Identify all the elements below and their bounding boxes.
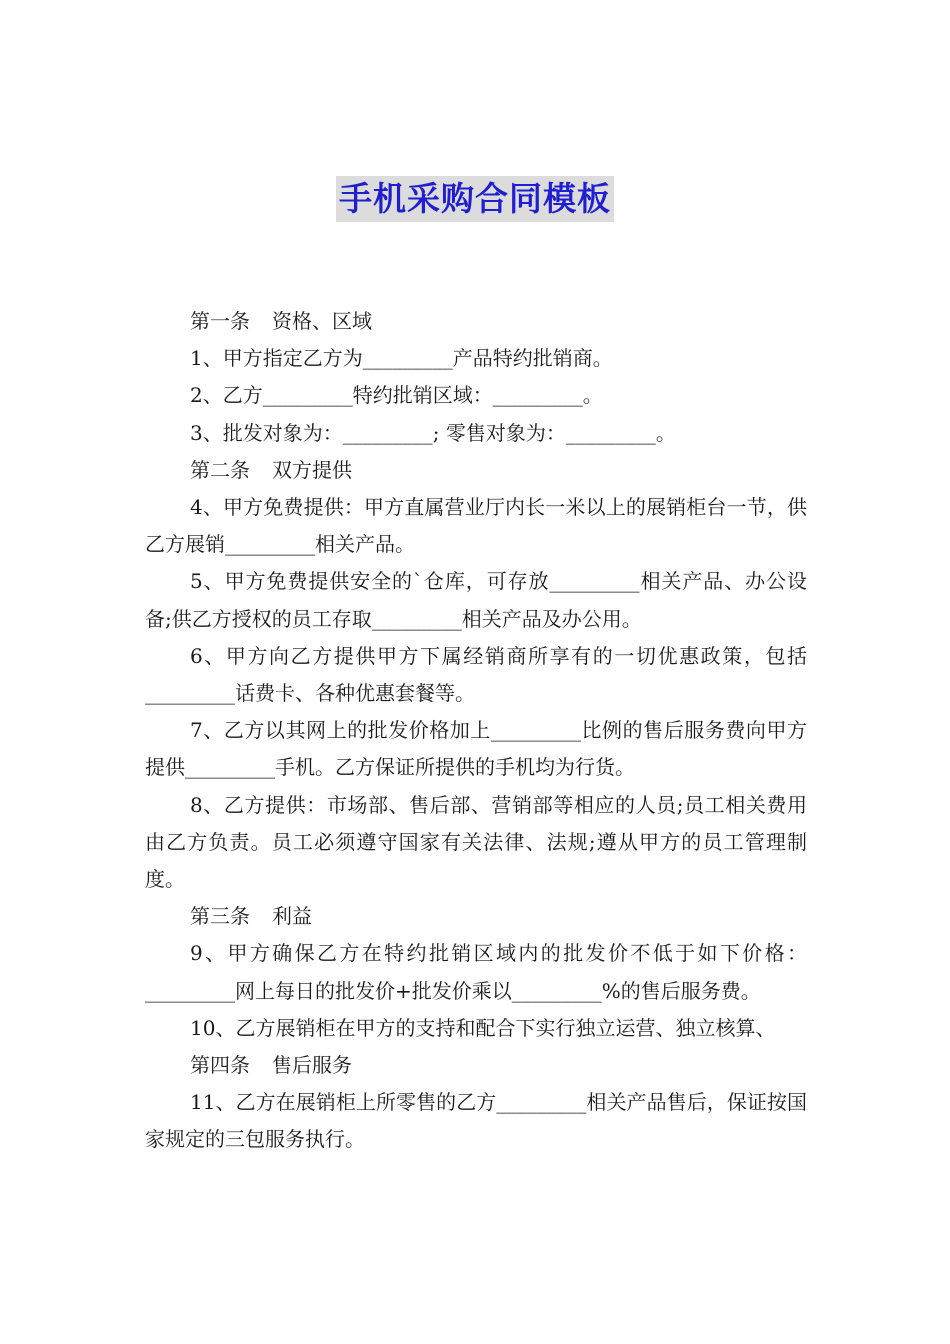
article-heading bbox=[145, 898, 807, 935]
document-body bbox=[145, 303, 807, 1159]
article-title: 售后服务 bbox=[272, 1053, 352, 1078]
clause-paragraph: 2、乙方_________特约批销区域：_________。 bbox=[190, 383, 603, 408]
article-title: 资格、区域 bbox=[272, 309, 372, 333]
clause-paragraph: 10、乙方展销柜在甲方的支持和配合下实行独立运营、独立核算、 bbox=[190, 1015, 776, 1040]
clause-paragraph: 4、甲方免费提供：甲方直属营业厅内长一米以上的展销柜台一节，供乙方展销_________相关产品。 bbox=[145, 495, 807, 557]
article-heading bbox=[145, 452, 807, 489]
article-number: 第二条 bbox=[190, 457, 250, 482]
article-heading bbox=[145, 1047, 807, 1084]
article-title: 利益 bbox=[272, 904, 312, 929]
clause-paragraph: 11、乙方在展销柜上所零售的乙方_________相关产品售后，保证按国家规定的三包服务执行。 bbox=[145, 1090, 807, 1152]
clause-paragraph: 6、甲方向乙方提供甲方下属经销商所享有的一切优惠政策，包括_________话费卡、各种优惠套餐等。 bbox=[145, 643, 807, 706]
article-title: 双方提供 bbox=[272, 457, 352, 482]
clause-paragraph: 8、乙方提供：市场部、售后部、营销部等相应的人员;员工相关费用由乙方负责。员工必须遵守国家有关法律、法规;遵从甲方的员工管理制度。 bbox=[145, 792, 807, 892]
clause-paragraph: 5、甲方免费提供安全的`仓库，可存放_________相关产品、办公设备;供乙方授权的员工存取_________相关产品及办公用。 bbox=[145, 569, 807, 631]
clause-paragraph: 7、乙方以其网上的批发价格加上_________比例的售后服务费向甲方提供_________手机。乙方保证所提供的手机均为行货。 bbox=[145, 718, 807, 780]
article-number: 第一条 bbox=[190, 309, 250, 333]
article-number: 第三条 bbox=[190, 904, 250, 929]
clause-paragraph: 9、甲方确保乙方在特约批销区域内的批发价不低于如下价格：_________网上每日的批发价+批发价乘以_________%的售后服务费。 bbox=[145, 941, 807, 1003]
document-title: 手机采购合同模板 bbox=[336, 176, 614, 222]
title-wrap bbox=[0, 176, 950, 222]
article-number: 第四条 bbox=[190, 1053, 250, 1078]
article-heading bbox=[145, 303, 807, 340]
clause-paragraph: 1、甲方指定乙方为_________产品特约批销商。 bbox=[190, 346, 613, 371]
clause-paragraph: 3、批发对象为：_________; 零售对象为：_________。 bbox=[190, 420, 676, 445]
